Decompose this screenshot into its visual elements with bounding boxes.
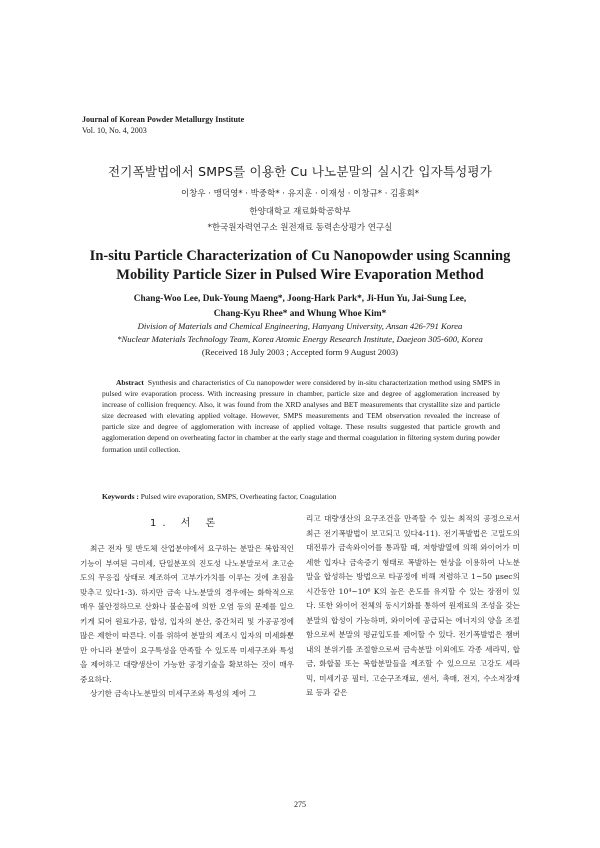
body-paragraph: 상기한 금속나노분말의 미세구조와 특성의 제어 그 <box>90 689 257 698</box>
abstract-label: Abstract <box>116 378 144 387</box>
journal-header <box>82 114 244 136</box>
korean-title: 전기폭발법에서 SMPS를 이용한 Cu 나노분말의 실시간 입자특성평가 <box>108 164 492 179</box>
english-affiliation-1: Division of Materials and Chemical Engineering, Hanyang University, Ansan 426-791 Korea <box>137 321 463 331</box>
english-authors-line-1: Chang-Woo Lee, Duk-Young Maeng*, Joong-Hark Park*, Ji-Hun Yu, Jai-Sung Lee, <box>133 294 467 304</box>
korean-authors: 이창우 · 맹덕영* · 박중학* · 유지훈 · 이재성 · 이창규* · 김흥회* <box>180 189 420 199</box>
section-heading-introduction: 1. 서 론 <box>150 518 222 529</box>
english-authors <box>80 292 520 321</box>
keywords-label: Keywords : <box>102 492 139 501</box>
received-dates: (Received 18 July 2003 ; Accepted form 9 August 2003) <box>201 347 399 357</box>
abstract-text: Synthesis and characteristics of Cu nanopowder were considered by in-situ characterization method using SMPS in pulsed wire evaporation process. With increasing pressure in chamber, particle size and degree of agglomeration increased by increase of collision frequency. Also, it was found from the XRD analyses and BET measurements that crystallite size and particle size decreased with elevating applied voltage. However, SMPS measurements and TEM observation revealed the increase of particle size and degree of agglomeration with increase of applied voltage. These results suggested that particle growth and agglomeration depend on overheating factor in chamber at the early stage and thermal coagulation in filtering system during powder formation until collection. <box>102 378 500 454</box>
keywords <box>102 492 500 501</box>
body-paragraph: 최근 전자 및 반도체 산업분야에서 요구하는 분말은 복합적인 기능이 부여된 극미세, 단일분포의 진도성 나노분말로서 초고순도의 무응집 상태로 제조하여 고부가가치를 이루는 것에 초점을 맞추고 있다1-3). 하지만 금속 나노분말의 경우에는 화학적으로 매우 불안정하므로 산화나 불순물에 의한 오염 등의 문제를 일으키게 되어 원료가공, 합성, 입자의 분산, 중간처리 및 가공공정에 많은 제한이 따른다. 이를 위하여 분말의 제조시 입자의 미세화뿐만 아니라 분말이 요구특성을 만족할 수 있도록 미세구조와 특성을 제어하고 대량생산이 가능한 공정기술을 확보하는 것이 매우 중요하다. <box>80 544 294 684</box>
english-authors-line-2: Chang-Kyu Rhee* and Whung Whoe Kim* <box>213 308 387 319</box>
body-paragraph: 리고 대량생산의 요구조건을 만족할 수 있는 최적의 공정으로서 최근 전기폭발법이 보고되고 있다4-11). 전기폭발법은 고밀도의 대전류가 금속와이어를 통과할 때, 저항발열에 의해 와이어가 미세한 입자나 금속증기 형태로 폭발하는 현상을 이용하여 나노분말을 합성하는 방법으로 타공정에 비해 저렴하고 1~50 μsec의 시간동안 10⁴~10⁶ K의 높은 온도를 유지할 수 있는 장점이 있다. 또한 와이어 전체의 동시기화를 통하여 원재료의 조성을 갖는 분말의 합성이 가능하며, 와이어에 공급되는 에너지의 양을 조절함으로써 분말의 평균입도를 제어할 수 있다. 전기폭발법은 챔버내의 분위기를 조절함으로써 금속분말 이외에도 각종 세라믹, 합금, 화합물 또는 복합분말들을 제조할 수 있으므로 고강도 세라믹, 미세기공 필터, 고순구조재료, 센서, 촉매, 전지, 수소저장재료 등과 같은 <box>306 514 520 697</box>
page-number: 275 <box>294 800 306 809</box>
keywords-text: Pulsed wire evaporation, SMPS, Overheating factor, Coagulation <box>140 492 337 501</box>
english-affiliation-2: *Nuclear Materials Technology Team, Korea Atomic Energy Research Institute, Daejeon 305-600, Korea <box>117 334 483 344</box>
body-column-right <box>306 512 520 701</box>
korean-affiliation-2: *한국원자력연구소 원전재료 동력손상평가 연구실 <box>207 223 393 233</box>
korean-affiliation-1: 한양대학교 재료화학공학부 <box>249 207 351 217</box>
journal-volume: Vol. 10, No. 4, 2003 <box>82 126 147 135</box>
journal-name: Journal of Korean Powder Metallurgy Institute <box>82 115 245 124</box>
english-title: In-situ Particle Characterization of Cu Nanopowder using Scanning Mobility Particle Sizer in Pulsed Wire Evaporation Method <box>89 248 511 283</box>
body-column-left <box>80 542 294 702</box>
abstract <box>102 377 500 455</box>
